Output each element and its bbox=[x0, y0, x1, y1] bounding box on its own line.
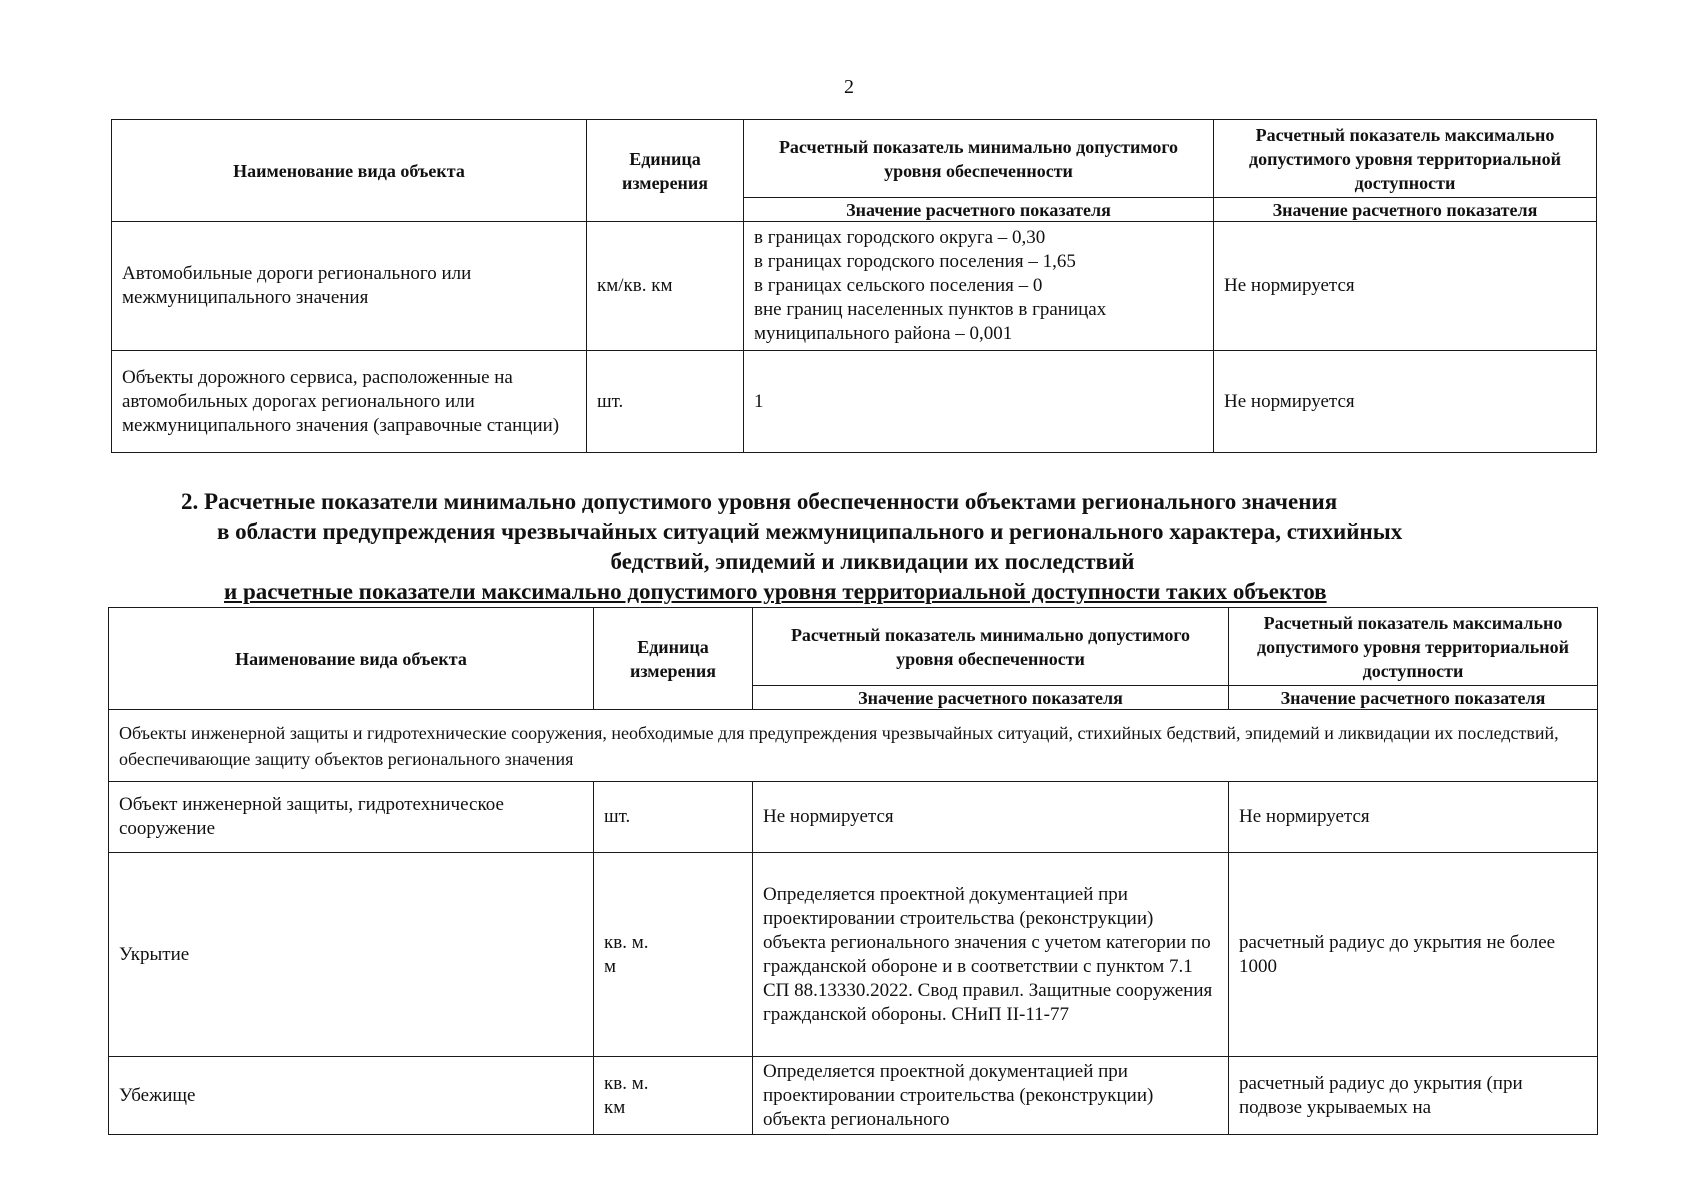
object-name-cell: Объекты дорожного сервиса, расположенные на автомобильных дорогах регионального или межмуниципального значения (заправочные станции) bbox=[112, 351, 587, 453]
min-value-line: муниципального района – 0,001 bbox=[754, 323, 1013, 344]
header-min-value: Значение расчетного показателя bbox=[753, 686, 1229, 710]
min-value-cell: 1 bbox=[744, 351, 1214, 453]
header-max-indicator: Расчетный показатель максимально допустимого уровня территориальной доступности bbox=[1214, 120, 1597, 198]
table-row bbox=[109, 853, 1598, 1057]
header-unit: Единица измерения bbox=[594, 608, 753, 710]
object-name-cell: Автомобильные дороги регионального или межмуниципального значения bbox=[112, 222, 587, 351]
unit-cell bbox=[594, 1057, 753, 1135]
min-value-line: в границах сельского поселения – 0 bbox=[754, 275, 1043, 296]
header-max-value: Значение расчетного показателя bbox=[1214, 198, 1597, 222]
header-unit: Единица измерения bbox=[587, 120, 744, 222]
min-value-cell bbox=[744, 222, 1214, 351]
min-value-cell: Не нормируется bbox=[753, 782, 1229, 853]
object-name-cell: Объект инженерной защиты, гидротехническое сооружение bbox=[109, 782, 594, 853]
max-value-cell: расчетный радиус до укрытия не более 1000 bbox=[1229, 853, 1598, 1057]
unit-cell: шт. bbox=[587, 351, 744, 453]
min-value-line: вне границ населенных пунктов в границах bbox=[754, 299, 1107, 320]
min-value-line: в границах городского поселения – 1,65 bbox=[754, 251, 1076, 272]
unit-cell: шт. bbox=[594, 782, 753, 853]
header-min-indicator: Расчетный показатель минимально допустимого уровня обеспеченности bbox=[753, 608, 1229, 686]
heading-line: в области предупреждения чрезвычайных ситуаций межмуниципального и регионального характера, стихийных bbox=[217, 519, 1403, 544]
min-value-cell: Определяется проектной документацией при проектировании строительства (реконструкции) объекта регионального bbox=[753, 1057, 1229, 1135]
header-min-indicator: Расчетный показатель минимально допустимого уровня обеспеченности bbox=[744, 120, 1214, 198]
unit-line: кв. м. bbox=[604, 1072, 649, 1094]
indicators-table-2 bbox=[108, 607, 1598, 1135]
group-title-row: Объекты инженерной защиты и гидротехнические сооружения, необходимые для предупреждения чрезвычайных ситуаций, стихийных бедствий, эпидемий и ликвидации их последствий, обеспечивающие защиту объектов регионального значения bbox=[109, 710, 1598, 782]
heading-line: и расчетные показатели максимально допустимого уровня территориальной доступности таких объектов bbox=[224, 579, 1327, 604]
heading-line: 2. Расчетные показатели минимально допустимого уровня обеспеченности объектами регионального значения bbox=[181, 489, 1338, 514]
max-value-cell: расчетный радиус до укрытия (при подвозе укрываемых на bbox=[1229, 1057, 1598, 1135]
object-name-cell: Укрытие bbox=[109, 853, 594, 1057]
unit-line: м bbox=[604, 955, 617, 977]
table-row bbox=[109, 782, 1598, 853]
max-value-cell: Не нормируется bbox=[1214, 351, 1597, 453]
max-value-cell: Не нормируется bbox=[1229, 782, 1598, 853]
section-2-heading bbox=[108, 487, 1597, 607]
unit-line: км bbox=[604, 1096, 626, 1118]
table-row bbox=[112, 351, 1597, 453]
header-max-value: Значение расчетного показателя bbox=[1229, 686, 1598, 710]
min-value-line: в границах городского округа – 0,30 bbox=[754, 227, 1046, 248]
header-max-indicator: Расчетный показатель максимально допустимого уровня территориальной доступности bbox=[1229, 608, 1598, 686]
header-object-name: Наименование вида объекта bbox=[112, 120, 587, 222]
table-row bbox=[112, 222, 1597, 351]
min-value-cell: Определяется проектной документацией при проектировании строительства (реконструкции) объекта регионального значения с учетом категории по гражданской обороне и в соответствии с пунктом 7.1 СП 88.13330.2022. Свод правил. Защитные сооружения гражданской обороны. СНиП II-11-77 bbox=[753, 853, 1229, 1057]
header-min-value: Значение расчетного показателя bbox=[744, 198, 1214, 222]
table-row bbox=[109, 1057, 1598, 1135]
unit-line: кв. м. bbox=[604, 931, 649, 953]
header-object-name: Наименование вида объекта bbox=[109, 608, 594, 710]
page-number: 2 bbox=[844, 76, 854, 98]
unit-cell: км/кв. км bbox=[587, 222, 744, 351]
object-name-cell: Убежище bbox=[109, 1057, 594, 1135]
indicators-table-1 bbox=[111, 119, 1597, 453]
heading-line: бедствий, эпидемий и ликвидации их последствий bbox=[610, 549, 1135, 574]
unit-cell bbox=[594, 853, 753, 1057]
max-value-cell: Не нормируется bbox=[1214, 222, 1597, 351]
